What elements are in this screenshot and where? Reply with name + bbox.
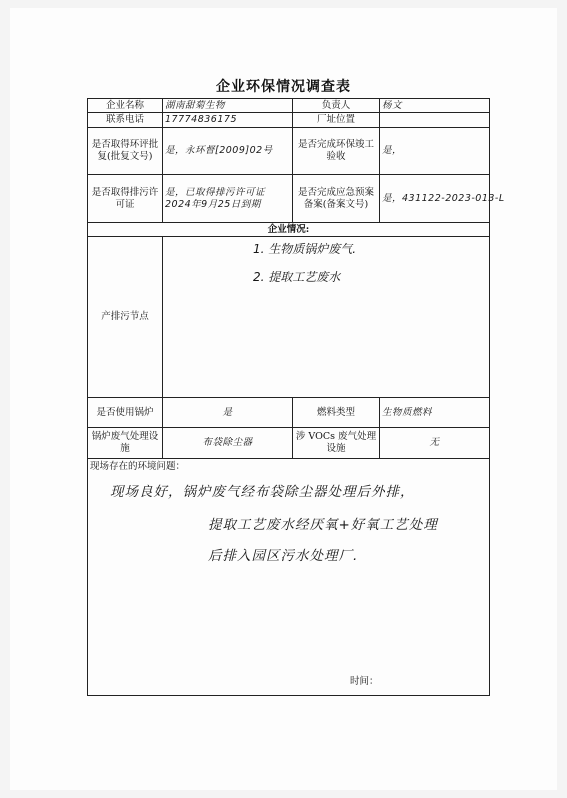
voc-value: 无 — [380, 428, 490, 459]
row-phone — [88, 113, 490, 128]
emergency-label: 是否完成应急预案备案(备案文号) — [293, 175, 380, 223]
emergency-value: 是，431122-2023-013-L — [380, 175, 490, 223]
acceptance-label: 是否完成环保竣工验收 — [293, 128, 380, 175]
boiler-value: 是 — [163, 398, 293, 428]
location-value — [380, 113, 490, 128]
issues-line: 提取工艺废水经厌氧+好氧工艺处理 — [208, 517, 438, 533]
issues-label: 现场存在的环境问题： — [90, 461, 186, 472]
issues-cell — [88, 459, 490, 696]
phone-label: 联系电话 — [88, 113, 163, 128]
issues-line: 后排入园区污水处理厂. — [208, 548, 359, 564]
pollution-cell — [163, 237, 490, 398]
row-section — [88, 223, 490, 237]
pollution-line: 2. 提取工艺废水 — [253, 270, 341, 284]
voc-label: 涉 VOCs 废气处理设施 — [293, 428, 380, 459]
person-value: 杨文 — [380, 99, 490, 113]
eia-value: 是，永环督[2009]02号 — [163, 128, 293, 175]
permit-value: 是，已取得排污许可证 2024年9月25日到期 — [163, 175, 293, 223]
fuel-value: 生物质燃料 — [380, 398, 490, 428]
pollution-lines — [253, 243, 356, 299]
gas-label: 锅炉废气处理设施 — [88, 428, 163, 459]
pollution-line: 1. 生物质锅炉废气. — [253, 242, 357, 256]
row-company — [88, 99, 490, 113]
page-title: 企业环保情况调查表 — [216, 79, 351, 95]
row-boiler — [88, 398, 490, 428]
pollution-label: 产排污节点 — [88, 237, 163, 398]
row-gas — [88, 428, 490, 459]
eia-label: 是否取得环评批复(批复文号) — [88, 128, 163, 175]
row-pollution — [88, 237, 490, 398]
survey-form — [87, 98, 505, 696]
time-label: 时间： — [350, 676, 379, 687]
permit-label: 是否取得排污许可证 — [88, 175, 163, 223]
row-permit — [88, 175, 490, 223]
fuel-label: 燃料类型 — [293, 398, 380, 428]
company-label: 企业名称 — [88, 99, 163, 113]
phone-value: 17774836175 — [163, 113, 293, 128]
gas-value: 布袋除尘器 — [163, 428, 293, 459]
person-label: 负责人 — [293, 99, 380, 113]
issues-line: 现场良好，锅炉废气经布袋除尘器处理后外排， — [110, 484, 415, 500]
location-label: 厂址位置 — [293, 113, 380, 128]
row-issues — [88, 459, 490, 696]
company-value: 湖南甜菊生物 — [163, 99, 293, 113]
acceptance-value: 是， — [380, 128, 490, 175]
section-heading: 企业情况: — [88, 223, 490, 237]
boiler-label: 是否使用锅炉 — [88, 398, 163, 428]
row-eia — [88, 128, 490, 175]
